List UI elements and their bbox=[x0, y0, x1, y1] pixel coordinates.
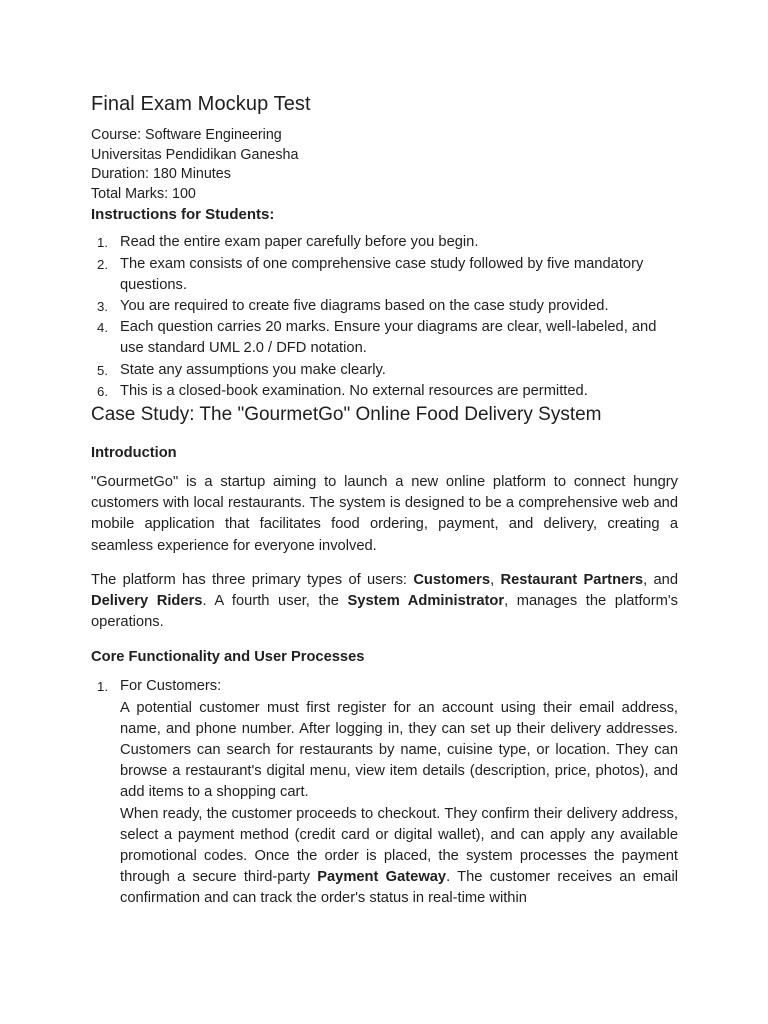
list-item: 3. You are required to create five diagrams based on the case study provided. bbox=[97, 297, 609, 314]
meta-total-marks: Total Marks: 100 bbox=[91, 185, 196, 202]
page-title: Final Exam Mockup Test bbox=[91, 93, 311, 115]
list-item: 6. This is a closed-book examination. No external resources are permitted. bbox=[97, 382, 588, 399]
list-item: 4. Each question carries 20 marks. Ensure your diagrams are clear, well-labeled, and use standard UML 2.0 / DFD notation. bbox=[97, 319, 657, 357]
list-item: 2. The exam consists of one comprehensive case study followed by five mandatory questions. bbox=[97, 255, 644, 293]
instructions-list bbox=[91, 232, 678, 402]
meta-university: Universitas Pendidikan Ganesha bbox=[91, 146, 299, 163]
list-item: 5. State any assumptions you make clearly. bbox=[97, 361, 386, 378]
case-study-title: Case Study: The "GourmetGo" Online Food Delivery System bbox=[91, 404, 602, 425]
instructions-heading: Instructions for Students: bbox=[91, 206, 275, 224]
customers-paragraph-1: A potential customer must first register for an account using their email address, name, and phone number. After logging in, they can set up their delivery addresses. Customers can search for restaurants by name, cuisine type, or location. They can browse a restaurant's digital menu, view item details (description, price, photos), and add items to a shopping cart. bbox=[120, 699, 678, 801]
core-functionality-heading: Core Functionality and User Processes bbox=[91, 649, 365, 666]
exam-meta bbox=[91, 126, 678, 204]
intro-paragraph-1: "GourmetGo" is a startup aiming to launch a new online platform to connect hungry customers with local restaurants. The system is designed to be a comprehensive web and mobile application that facilitates food ordering, payment, and delivery, creating a seamless experience for everyone involved. bbox=[91, 474, 678, 554]
introduction-heading: Introduction bbox=[91, 445, 177, 461]
customers-paragraph-2: When ready, the customer proceeds to checkout. They confirm their delivery address, select a payment method (credit card or digital wallet), and can apply any available promotional codes. Once the order is placed, the system processes the payment through a secure third-party Payment Gateway. The customer receives an email confirmation and can track the order's status in real-time within bbox=[120, 805, 678, 907]
meta-course: Course: Software Engineering bbox=[91, 127, 282, 143]
list-item: 1. Read the entire exam paper carefully before you begin. bbox=[97, 234, 479, 251]
list-item: 1. For Customers: A potential customer must first register for an account using their email address, name, and phone number. After logging in, they can set up their delivery addresses. Customers can search for restaurants by name, cuisine type, or location. They can browse a restaurant's digital menu, view item details (description, price, photos), and add items to a shopping cart. When ready, the customer proceeds to checkout. They confirm their delivery address, select a payment method (credit card or digital wallet), and can apply any available promotional codes. Once the order is placed, the system processes the payment through a secure third-party Payment Gateway. The customer receives an email confirmation and can track the order's status in real-time within bbox=[91, 676, 678, 909]
intro-paragraph-2: The platform has three primary types of users: Customers, Restaurant Partners, and Delivery Riders. A fourth user, the System Administrator, manages the platform's operations. bbox=[91, 571, 679, 631]
core-functionality-list bbox=[91, 676, 678, 909]
customers-label: For Customers: bbox=[120, 678, 222, 695]
meta-duration: Duration: 180 Minutes bbox=[91, 166, 231, 183]
